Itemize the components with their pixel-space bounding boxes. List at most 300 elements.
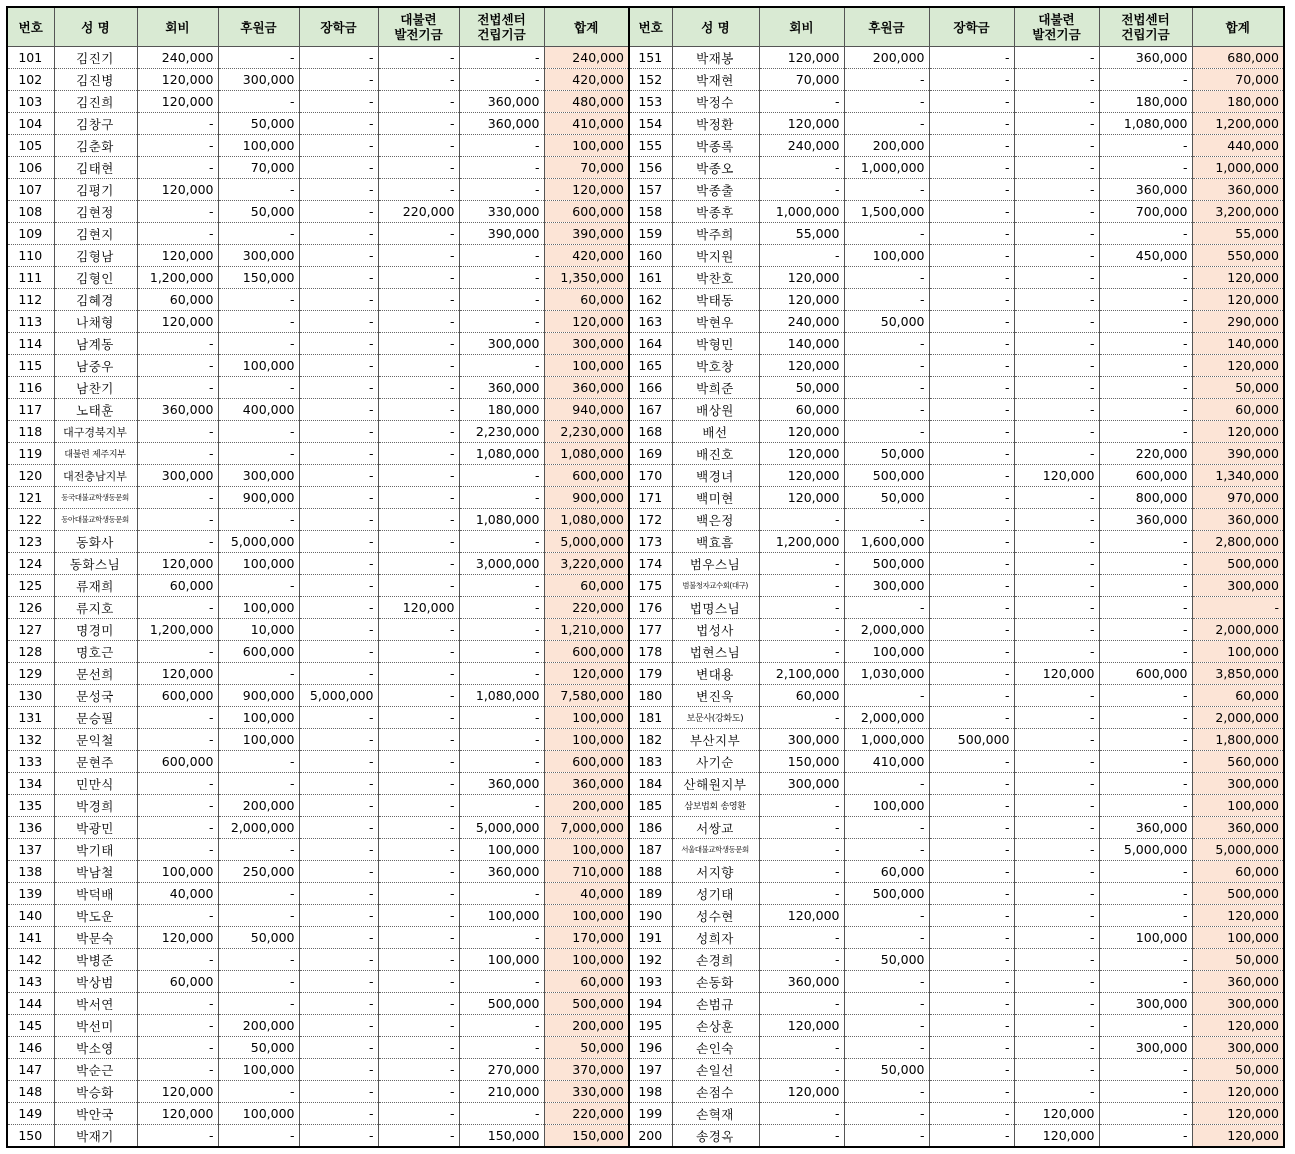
scholarship-cell: - — [929, 1059, 1014, 1081]
donation-cell: 100,000 — [218, 707, 299, 729]
total-cell: 300,000 — [1192, 575, 1284, 597]
total-cell: 120,000 — [1192, 1081, 1284, 1103]
center-fund-cell: - — [1099, 69, 1192, 91]
donation-cell: 200,000 — [844, 47, 929, 69]
table-row — [7, 443, 1284, 465]
table-row — [7, 641, 1284, 663]
scholarship-cell: - — [929, 289, 1014, 311]
name-cell: 박호창 — [672, 355, 759, 377]
membership-fee-cell: 60,000 — [137, 971, 218, 993]
scholarship-cell: - — [299, 157, 378, 179]
name-cell: 김진기 — [54, 47, 137, 69]
total-cell: 420,000 — [544, 245, 629, 267]
table-row — [7, 927, 1284, 949]
number-cell: 157 — [629, 179, 672, 201]
number-cell: 184 — [629, 773, 672, 795]
scholarship-cell: - — [299, 949, 378, 971]
membership-fee-cell: - — [137, 333, 218, 355]
scholarship-cell: - — [299, 1081, 378, 1103]
donation-cell: - — [844, 993, 929, 1015]
number-cell: 154 — [629, 113, 672, 135]
number-cell: 148 — [7, 1081, 54, 1103]
donation-cell: - — [844, 421, 929, 443]
development-fund-cell: - — [378, 399, 459, 421]
center-fund-cell: - — [459, 487, 544, 509]
development-fund-cell: - — [1014, 1037, 1099, 1059]
name-cell: 서지향 — [672, 861, 759, 883]
total-cell: 50,000 — [544, 1037, 629, 1059]
total-cell: 360,000 — [544, 773, 629, 795]
membership-fee-cell: 120,000 — [759, 487, 844, 509]
name-cell: 김진희 — [54, 91, 137, 113]
name-cell: 문승필 — [54, 707, 137, 729]
donation-cell: - — [218, 443, 299, 465]
total-cell: 120,000 — [1192, 421, 1284, 443]
number-cell: 176 — [629, 597, 672, 619]
membership-fee-cell: - — [759, 1059, 844, 1081]
name-cell: 남중우 — [54, 355, 137, 377]
number-cell: 109 — [7, 223, 54, 245]
number-cell: 125 — [7, 575, 54, 597]
scholarship-cell: - — [299, 575, 378, 597]
number-cell: 164 — [629, 333, 672, 355]
center-fund-cell: 5,000,000 — [459, 817, 544, 839]
development-fund-cell: - — [1014, 949, 1099, 971]
membership-fee-cell: - — [137, 905, 218, 927]
number-cell: 191 — [629, 927, 672, 949]
scholarship-cell: - — [299, 839, 378, 861]
total-cell: 710,000 — [544, 861, 629, 883]
name-cell: 박문숙 — [54, 927, 137, 949]
total-cell: 1,800,000 — [1192, 729, 1284, 751]
scholarship-cell: - — [299, 531, 378, 553]
donation-cell: - — [844, 1103, 929, 1125]
total-cell: 480,000 — [544, 91, 629, 113]
membership-fee-cell: - — [137, 223, 218, 245]
number-cell: 116 — [7, 377, 54, 399]
membership-fee-cell: 360,000 — [137, 399, 218, 421]
membership-fee-cell: - — [137, 1015, 218, 1037]
center-fund-cell: 100,000 — [1099, 927, 1192, 949]
scholarship-cell: - — [299, 641, 378, 663]
donation-cell: 50,000 — [218, 113, 299, 135]
name-cell: 김혜경 — [54, 289, 137, 311]
center-fund-cell: 210,000 — [459, 1081, 544, 1103]
table-row — [7, 223, 1284, 245]
total-cell: 170,000 — [544, 927, 629, 949]
development-fund-cell: - — [1014, 487, 1099, 509]
development-fund-cell: - — [378, 91, 459, 113]
number-cell: 147 — [7, 1059, 54, 1081]
number-cell: 113 — [7, 311, 54, 333]
number-cell: 105 — [7, 135, 54, 157]
development-fund-cell: - — [378, 289, 459, 311]
table-row — [7, 47, 1284, 69]
center-fund-cell: - — [459, 355, 544, 377]
development-fund-cell: - — [1014, 69, 1099, 91]
development-fund-cell: - — [1014, 685, 1099, 707]
donation-cell: 410,000 — [844, 751, 929, 773]
number-cell: 175 — [629, 575, 672, 597]
development-fund-cell: - — [378, 135, 459, 157]
header-center-fund: 전법센터 건립기금 — [1099, 7, 1192, 47]
name-cell: 배선 — [672, 421, 759, 443]
scholarship-cell: - — [299, 905, 378, 927]
membership-fee-cell: - — [137, 421, 218, 443]
membership-fee-cell: - — [137, 531, 218, 553]
table-row — [7, 685, 1284, 707]
development-fund-cell: - — [378, 839, 459, 861]
membership-fee-cell: 120,000 — [759, 113, 844, 135]
center-fund-cell: - — [1099, 1015, 1192, 1037]
center-fund-cell: 100,000 — [459, 949, 544, 971]
center-fund-cell: - — [459, 1037, 544, 1059]
development-fund-cell: - — [1014, 135, 1099, 157]
name-cell: 박재기 — [54, 1125, 137, 1148]
membership-fee-cell: 1,200,000 — [759, 531, 844, 553]
name-cell: 박지원 — [672, 245, 759, 267]
number-cell: 106 — [7, 157, 54, 179]
scholarship-cell: - — [299, 619, 378, 641]
scholarship-cell: - — [299, 113, 378, 135]
membership-fee-cell: 1,200,000 — [137, 267, 218, 289]
development-fund-cell: - — [1014, 1059, 1099, 1081]
donation-cell: - — [218, 377, 299, 399]
membership-fee-cell: 240,000 — [759, 135, 844, 157]
total-cell: 290,000 — [1192, 311, 1284, 333]
number-cell: 108 — [7, 201, 54, 223]
header-row — [7, 7, 1284, 47]
donation-cell: 50,000 — [218, 1037, 299, 1059]
number-cell: 162 — [629, 289, 672, 311]
donation-cell: - — [218, 839, 299, 861]
donation-cell: - — [844, 597, 929, 619]
center-fund-cell: 700,000 — [1099, 201, 1192, 223]
donation-cell: 300,000 — [218, 69, 299, 91]
membership-fee-cell: - — [759, 619, 844, 641]
center-fund-cell: - — [459, 1015, 544, 1037]
table-row — [7, 355, 1284, 377]
development-fund-cell: - — [378, 311, 459, 333]
total-cell: 7,000,000 — [544, 817, 629, 839]
number-cell: 185 — [629, 795, 672, 817]
donation-cell: 10,000 — [218, 619, 299, 641]
scholarship-cell: - — [299, 1103, 378, 1125]
scholarship-cell: - — [929, 355, 1014, 377]
scholarship-cell: - — [299, 69, 378, 91]
total-cell: 50,000 — [1192, 377, 1284, 399]
name-cell: 박승화 — [54, 1081, 137, 1103]
total-cell: 240,000 — [544, 47, 629, 69]
membership-fee-cell: - — [759, 553, 844, 575]
development-fund-cell: - — [1014, 289, 1099, 311]
center-fund-cell: - — [459, 795, 544, 817]
donation-cell: - — [844, 113, 929, 135]
center-fund-cell: - — [1099, 1125, 1192, 1148]
donation-cell: 1,600,000 — [844, 531, 929, 553]
donation-cell: 50,000 — [844, 443, 929, 465]
total-cell: 100,000 — [544, 949, 629, 971]
development-fund-cell: - — [1014, 861, 1099, 883]
name-cell: 부산지부 — [672, 729, 759, 751]
name-cell: 문현주 — [54, 751, 137, 773]
center-fund-cell: - — [1099, 267, 1192, 289]
development-fund-cell: - — [1014, 157, 1099, 179]
table-row — [7, 113, 1284, 135]
number-cell: 117 — [7, 399, 54, 421]
center-fund-cell: 270,000 — [459, 1059, 544, 1081]
table-row — [7, 663, 1284, 685]
name-cell: 박희준 — [672, 377, 759, 399]
membership-fee-cell: - — [137, 795, 218, 817]
center-fund-cell: - — [1099, 355, 1192, 377]
donation-cell: 2,000,000 — [844, 619, 929, 641]
total-cell: 2,000,000 — [1192, 707, 1284, 729]
name-cell: 손인숙 — [672, 1037, 759, 1059]
donation-cell: - — [218, 971, 299, 993]
number-cell: 160 — [629, 245, 672, 267]
membership-fee-cell: 120,000 — [759, 267, 844, 289]
scholarship-cell: - — [929, 927, 1014, 949]
table-row — [7, 729, 1284, 751]
donation-cell: - — [218, 751, 299, 773]
number-cell: 128 — [7, 641, 54, 663]
membership-fee-cell: 55,000 — [759, 223, 844, 245]
center-fund-cell: - — [459, 157, 544, 179]
scholarship-cell: - — [299, 223, 378, 245]
development-fund-cell: - — [378, 421, 459, 443]
scholarship-cell: - — [929, 377, 1014, 399]
development-fund-cell: - — [378, 443, 459, 465]
center-fund-cell: - — [459, 971, 544, 993]
donation-cell: - — [218, 179, 299, 201]
membership-fee-cell: 360,000 — [759, 971, 844, 993]
total-cell: 120,000 — [1192, 289, 1284, 311]
name-cell: 문익철 — [54, 729, 137, 751]
center-fund-cell: - — [459, 465, 544, 487]
table-row — [7, 619, 1284, 641]
number-cell: 182 — [629, 729, 672, 751]
scholarship-cell: - — [929, 135, 1014, 157]
number-cell: 170 — [629, 465, 672, 487]
table-row — [7, 949, 1284, 971]
number-cell: 119 — [7, 443, 54, 465]
development-fund-cell: - — [1014, 751, 1099, 773]
donation-cell: 100,000 — [218, 729, 299, 751]
development-fund-cell: - — [378, 553, 459, 575]
membership-fee-cell: - — [137, 993, 218, 1015]
scholarship-cell: - — [929, 773, 1014, 795]
donation-cell: 250,000 — [218, 861, 299, 883]
number-cell: 166 — [629, 377, 672, 399]
number-cell: 174 — [629, 553, 672, 575]
center-fund-cell: - — [1099, 905, 1192, 927]
center-fund-cell: - — [1099, 553, 1192, 575]
table-row — [7, 971, 1284, 993]
development-fund-cell: - — [1014, 355, 1099, 377]
development-fund-cell: - — [1014, 817, 1099, 839]
number-cell: 142 — [7, 949, 54, 971]
table-row — [7, 399, 1284, 421]
development-fund-cell: - — [378, 949, 459, 971]
center-fund-cell: - — [459, 729, 544, 751]
membership-fee-cell: 60,000 — [759, 399, 844, 421]
name-cell: 김진병 — [54, 69, 137, 91]
name-cell: 박상범 — [54, 971, 137, 993]
center-fund-cell: - — [1099, 641, 1192, 663]
table-row — [7, 1059, 1284, 1081]
scholarship-cell: - — [299, 487, 378, 509]
name-cell: 사기순 — [672, 751, 759, 773]
scholarship-cell: - — [929, 201, 1014, 223]
total-cell: 3,220,000 — [544, 553, 629, 575]
center-fund-cell: 150,000 — [459, 1125, 544, 1148]
center-fund-cell: - — [1099, 223, 1192, 245]
total-cell: 70,000 — [544, 157, 629, 179]
scholarship-cell: - — [299, 1125, 378, 1148]
scholarship-cell: - — [299, 1015, 378, 1037]
donation-cell: - — [218, 1125, 299, 1148]
donation-cell: - — [844, 377, 929, 399]
total-cell: 100,000 — [544, 355, 629, 377]
membership-fee-cell: 120,000 — [137, 311, 218, 333]
center-fund-cell: - — [1099, 1081, 1192, 1103]
total-cell: 100,000 — [544, 839, 629, 861]
scholarship-cell: - — [929, 641, 1014, 663]
scholarship-cell: - — [299, 663, 378, 685]
center-fund-cell: 360,000 — [459, 861, 544, 883]
membership-fee-cell: 70,000 — [759, 69, 844, 91]
center-fund-cell: 100,000 — [459, 839, 544, 861]
development-fund-cell: - — [1014, 795, 1099, 817]
donation-cell: - — [844, 399, 929, 421]
number-cell: 107 — [7, 179, 54, 201]
number-cell: 177 — [629, 619, 672, 641]
name-cell: 백은정 — [672, 509, 759, 531]
development-fund-cell: - — [378, 1015, 459, 1037]
name-cell: 백효흠 — [672, 531, 759, 553]
name-cell: 변대용 — [672, 663, 759, 685]
total-cell: 5,000,000 — [1192, 839, 1284, 861]
scholarship-cell: - — [929, 861, 1014, 883]
table-row — [7, 487, 1284, 509]
donation-cell: - — [844, 267, 929, 289]
number-cell: 153 — [629, 91, 672, 113]
total-cell: 120,000 — [544, 179, 629, 201]
donation-cell: 1,030,000 — [844, 663, 929, 685]
scholarship-cell: - — [299, 135, 378, 157]
center-fund-cell: 100,000 — [459, 905, 544, 927]
total-cell: 140,000 — [1192, 333, 1284, 355]
name-cell: 박남철 — [54, 861, 137, 883]
total-cell: 970,000 — [1192, 487, 1284, 509]
development-fund-cell: - — [1014, 267, 1099, 289]
development-fund-cell: - — [1014, 179, 1099, 201]
center-fund-cell: - — [1099, 751, 1192, 773]
number-cell: 115 — [7, 355, 54, 377]
donation-cell: 60,000 — [844, 861, 929, 883]
total-cell: 220,000 — [544, 597, 629, 619]
development-fund-cell: - — [1014, 927, 1099, 949]
header-center-fund: 전법센터 건립기금 — [459, 7, 544, 47]
table-row — [7, 861, 1284, 883]
membership-fee-cell: - — [759, 245, 844, 267]
number-cell: 179 — [629, 663, 672, 685]
donation-cell: 50,000 — [218, 201, 299, 223]
development-fund-cell: - — [1014, 971, 1099, 993]
name-cell: 김현지 — [54, 223, 137, 245]
development-fund-cell: - — [378, 267, 459, 289]
table-row — [7, 993, 1284, 1015]
total-cell: 5,000,000 — [544, 531, 629, 553]
membership-fee-cell: - — [137, 817, 218, 839]
number-cell: 181 — [629, 707, 672, 729]
name-cell: 법명스님 — [672, 597, 759, 619]
center-fund-cell: 800,000 — [1099, 487, 1192, 509]
center-fund-cell: 390,000 — [459, 223, 544, 245]
center-fund-cell: - — [459, 597, 544, 619]
scholarship-cell: - — [929, 619, 1014, 641]
development-fund-cell: - — [1014, 201, 1099, 223]
development-fund-cell: 120,000 — [1014, 663, 1099, 685]
scholarship-cell: - — [299, 817, 378, 839]
development-fund-cell: - — [378, 795, 459, 817]
scholarship-cell: - — [299, 201, 378, 223]
number-cell: 103 — [7, 91, 54, 113]
scholarship-cell: - — [299, 927, 378, 949]
development-fund-cell: - — [1014, 993, 1099, 1015]
scholarship-cell: - — [299, 993, 378, 1015]
membership-fee-cell: - — [137, 1125, 218, 1148]
table-row — [7, 707, 1284, 729]
name-cell: 박선미 — [54, 1015, 137, 1037]
total-cell: 100,000 — [544, 729, 629, 751]
number-cell: 137 — [7, 839, 54, 861]
development-fund-cell: - — [378, 1037, 459, 1059]
donation-cell: - — [844, 179, 929, 201]
development-fund-cell: - — [378, 223, 459, 245]
header-name: 성 명 — [54, 7, 137, 47]
scholarship-cell: - — [929, 1103, 1014, 1125]
number-cell: 143 — [7, 971, 54, 993]
development-fund-cell: - — [378, 333, 459, 355]
name-cell: 박종출 — [672, 179, 759, 201]
scholarship-cell: - — [299, 553, 378, 575]
total-cell: 60,000 — [544, 575, 629, 597]
membership-fee-cell: 120,000 — [137, 553, 218, 575]
center-fund-cell: - — [1099, 949, 1192, 971]
name-cell: 문선희 — [54, 663, 137, 685]
number-cell: 169 — [629, 443, 672, 465]
name-cell: 동화스님 — [54, 553, 137, 575]
table-row — [7, 575, 1284, 597]
total-cell: 70,000 — [1192, 69, 1284, 91]
development-fund-cell: - — [1014, 421, 1099, 443]
name-cell: 박재현 — [672, 69, 759, 91]
membership-fee-cell: 600,000 — [137, 751, 218, 773]
membership-fee-cell: 120,000 — [137, 1081, 218, 1103]
center-fund-cell: 500,000 — [459, 993, 544, 1015]
scholarship-cell: - — [929, 1081, 1014, 1103]
name-cell: 배상원 — [672, 399, 759, 421]
number-cell: 195 — [629, 1015, 672, 1037]
name-cell: 박종후 — [672, 201, 759, 223]
membership-fee-cell: - — [137, 707, 218, 729]
table-row — [7, 179, 1284, 201]
total-cell: 120,000 — [544, 311, 629, 333]
total-cell: 55,000 — [1192, 223, 1284, 245]
name-cell: 류재희 — [54, 575, 137, 597]
